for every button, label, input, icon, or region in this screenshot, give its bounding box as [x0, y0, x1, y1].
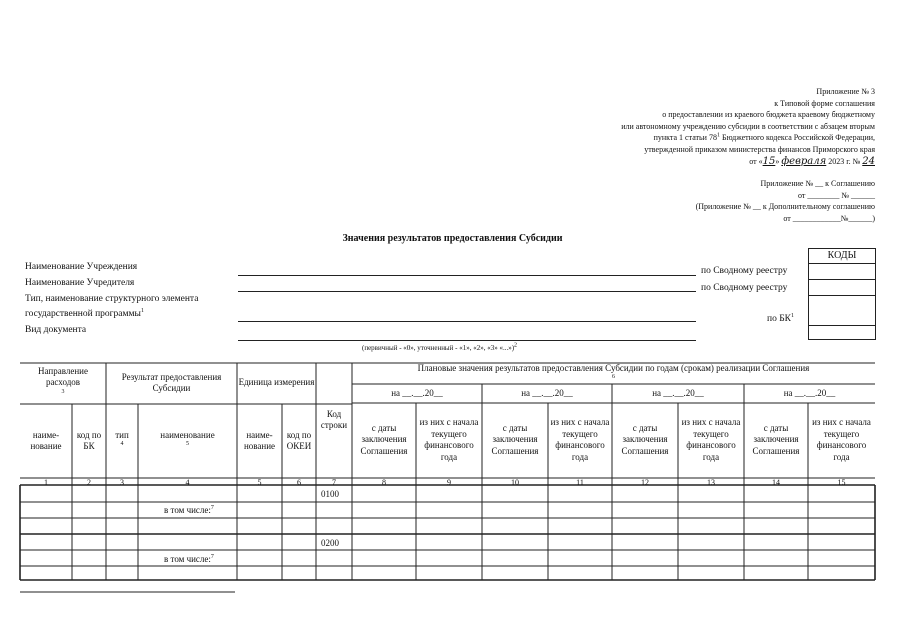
label-svod2: по Сводному реестру — [701, 283, 788, 293]
th-naming: наименование $^5$ — [160, 429, 215, 447]
th-plan: Плановые значения результатов предоставления Субсидии по годам (срокам) реализации Соглашения $^6$ — [417, 362, 810, 380]
handwritten-number: 24 — [862, 155, 875, 167]
th-year-1: на __.__.20__ — [391, 388, 443, 399]
appendix-line5: пункта 1 статьи $78^1$ Бюджетного кодекса Российской Федерации, — [653, 132, 875, 143]
label-doctype: Вид документа — [25, 325, 87, 335]
th-from-year-4: из них с начала текущего финансового года — [812, 417, 871, 462]
col-num: 9 — [447, 478, 451, 487]
appendix-title: Приложение № 3 — [816, 87, 875, 96]
label-struct-b: государственной программы$^1$ — [25, 307, 144, 319]
th-from-year-3: из них с начала текущего финансового года — [681, 417, 741, 462]
agreement-line2: от ________ № ______ — [797, 190, 875, 200]
th-direction: Направление расходов $^3$ — [38, 365, 88, 395]
th-result: Результат предоставления Субсидии — [121, 371, 222, 393]
th-type: тип $^4$ — [115, 429, 129, 447]
th-year-4: на __.__.20__ — [783, 388, 836, 399]
th-from-year-1: из них с начала текущего финансового года — [419, 417, 479, 462]
col-num: 3 — [120, 478, 124, 487]
th-from-date-2: с даты заключения Соглашения — [491, 422, 539, 456]
col-num: 1 — [44, 478, 48, 487]
col-num: 5 — [257, 478, 262, 487]
col-num: 7 — [332, 478, 336, 487]
col-num: 15 — [837, 478, 846, 487]
agreement-line3: (Приложение № __ к Дополнительному соглашению — [695, 202, 875, 212]
appendix-line3: о предоставлении из краевого бюджета краевому бюджетному — [662, 110, 875, 120]
page-title: Значения результатов предоставления Субсидии — [342, 233, 563, 244]
col-num: 8 — [382, 478, 386, 487]
appendix-line2: к Типовой форме соглашения — [774, 98, 875, 108]
th-okei: код по ОКЕИ — [286, 429, 312, 451]
col-num: 10 — [511, 478, 519, 487]
col-num: 14 — [772, 478, 780, 487]
th-dir-bk: код по БК — [76, 429, 102, 451]
appendix-line4: или автономному учреждению субсидии в соответствии с абзацем вторым — [621, 121, 875, 131]
doctype-note: (первичный - «0», уточненный - «1», «2», «3» «...»)$^2$ — [362, 342, 518, 352]
col-num: 6 — [297, 478, 301, 487]
th-dir-name: наиме-нование — [30, 429, 62, 451]
label-struct-a: Тип, наименование структурного элемента — [25, 294, 199, 304]
agreement-line4: от ____________№______) — [783, 213, 875, 223]
th-from-date-4: с даты заключения Соглашения — [752, 422, 800, 456]
label-founder: Наименование Учредителя — [25, 278, 135, 288]
th-year-3: на __.__.20__ — [652, 388, 704, 399]
handwritten-day: 15 — [762, 155, 776, 167]
col-num: 2 — [87, 478, 91, 487]
label-svod1: по Сводному реестру — [701, 266, 788, 276]
appendix-line6: утвержденной приказом министерства финансов Приморского края — [644, 144, 875, 154]
th-year-2: на __.__.20__ — [521, 388, 573, 399]
appendix-date: от «15» февраля 2023 г. № 24 — [749, 155, 875, 167]
row-incl-1: в том числе:$^7$ — [164, 505, 214, 515]
th-from-year-2: из них с начала текущего финансового года — [550, 417, 610, 462]
codes-header: КОДЫ — [827, 250, 857, 261]
row-incl-2: в том числе:$^7$ — [164, 554, 214, 564]
row-code-0100: 0100 — [321, 489, 339, 499]
label-bk: по $БК^1$ — [767, 312, 795, 324]
agreement-line1: Приложение № __ к Соглашению — [760, 179, 875, 188]
handwritten-month: февраля — [781, 155, 827, 167]
th-unit: Единица измерения — [238, 377, 315, 388]
label-institution: Наименование Учреждения — [25, 262, 138, 272]
th-from-date-1: с даты заключения Соглашения — [360, 422, 408, 456]
col-num: 4 — [185, 478, 190, 487]
col-num: 13 — [707, 478, 715, 487]
th-code-row: Код строки — [320, 408, 348, 430]
th-unit-name: наиме-нование — [243, 429, 276, 451]
row-code-0200: 0200 — [321, 538, 339, 548]
col-num: 12 — [641, 478, 649, 487]
th-from-date-3: с даты заключения Соглашения — [621, 422, 669, 456]
col-num: 11 — [576, 478, 584, 487]
